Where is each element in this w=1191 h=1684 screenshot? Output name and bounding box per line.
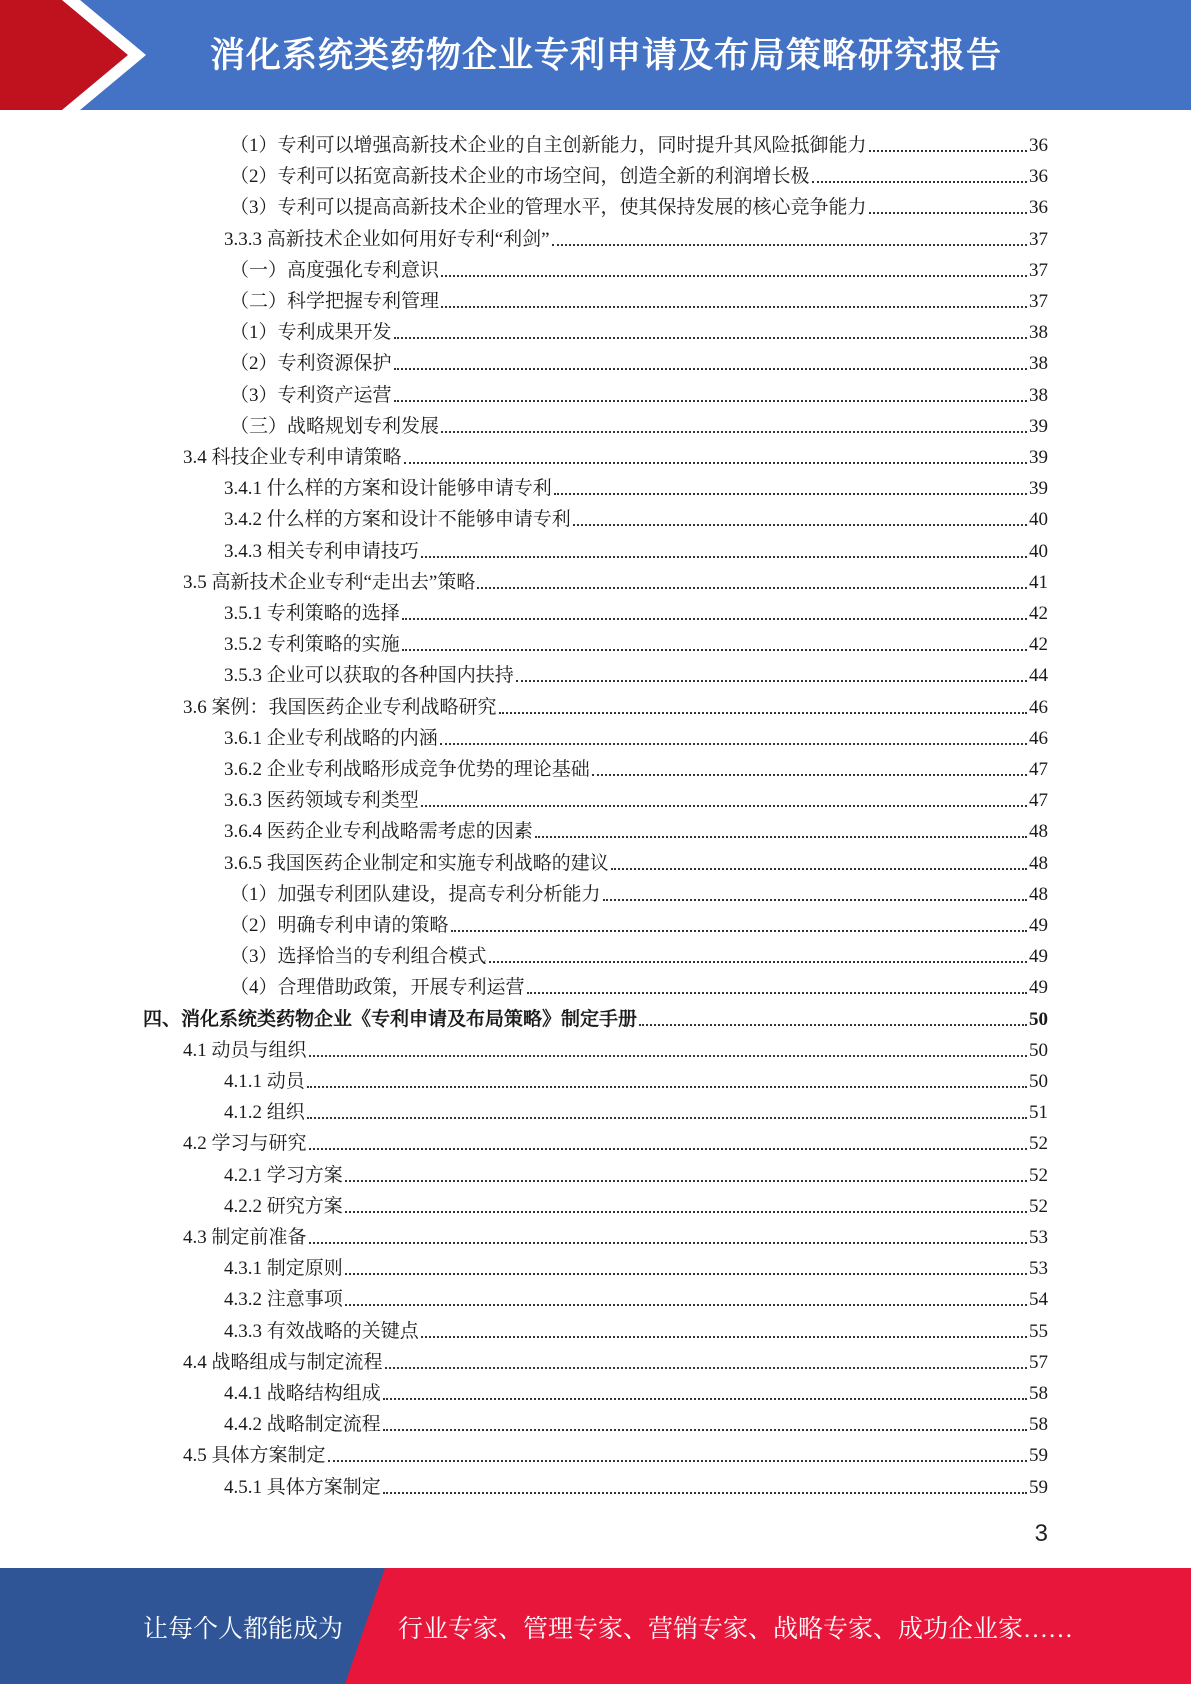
toc-entry-label: 4.2.2 研究方案 <box>224 1195 343 1217</box>
toc-entry[interactable] <box>230 127 1048 157</box>
toc-entry-page: 50 <box>1029 1008 1048 1030</box>
toc-entry[interactable] <box>230 938 1048 968</box>
toc-entry[interactable] <box>183 564 1048 594</box>
toc-leader-dots <box>477 586 1027 589</box>
toc-entry[interactable] <box>183 1344 1048 1374</box>
toc-leader-dots <box>394 367 1027 370</box>
toc-entry[interactable] <box>183 689 1048 719</box>
toc-leader-dots <box>345 1303 1027 1306</box>
toc-entry[interactable] <box>230 345 1048 375</box>
toc-entry-label: 4.1 动员与组织 <box>183 1039 307 1061</box>
toc-entry-label: 4.3.2 注意事项 <box>224 1289 343 1311</box>
toc-leader-dots <box>394 399 1027 402</box>
toc-entry[interactable] <box>224 782 1048 812</box>
toc-entry-label: 3.5 高新技术企业专利“走出去”策略 <box>183 571 476 593</box>
toc-leader-dots <box>328 1459 1027 1462</box>
toc-entry[interactable] <box>183 439 1048 469</box>
toc-entry-page: 58 <box>1029 1414 1048 1436</box>
toc-entry-page: 57 <box>1029 1351 1048 1373</box>
toc-entry-page: 50 <box>1029 1039 1048 1061</box>
toc-entry[interactable] <box>143 1001 1048 1031</box>
toc-entry-page: 37 <box>1029 259 1048 281</box>
toc-entry-page: 47 <box>1029 759 1048 780</box>
footer-banner <box>0 1568 1191 1684</box>
toc-entry[interactable] <box>224 533 1048 563</box>
toc-entry[interactable] <box>230 189 1048 219</box>
toc-entry-label: 3.6.1 企业专利战略的内涵 <box>224 727 438 749</box>
toc-entry[interactable] <box>230 377 1048 407</box>
toc-entry-page: 48 <box>1029 883 1048 905</box>
toc-entry-page: 49 <box>1029 977 1048 999</box>
toc-leader-dots <box>639 1023 1027 1026</box>
page-number: 3 <box>1034 1520 1048 1547</box>
toc-entry-label: （1）专利可以增强高新技术企业的自主创新能力，同时提升其风险抵御能力 <box>230 135 867 156</box>
toc-leader-dots <box>499 711 1027 714</box>
toc-entry[interactable] <box>224 470 1048 500</box>
toc-entry[interactable] <box>224 501 1048 531</box>
toc-entry-label: 4.4.2 战略制定流程 <box>224 1414 381 1436</box>
toc-entry-label: 3.4.3 相关专利申请技巧 <box>224 540 419 562</box>
toc-leader-dots <box>812 180 1027 183</box>
toc-entry-page: 38 <box>1029 322 1048 344</box>
toc-entry-label: 3.5.2 专利策略的实施 <box>224 634 400 656</box>
toc-leader-dots <box>869 149 1027 152</box>
toc-entry-page: 51 <box>1029 1102 1048 1124</box>
toc-entry-page: 44 <box>1029 665 1048 687</box>
toc-entry[interactable] <box>224 1094 1048 1124</box>
toc-entry-page: 49 <box>1029 946 1048 968</box>
toc-entry-page: 59 <box>1029 1445 1048 1467</box>
toc-leader-dots <box>402 648 1027 651</box>
toc-entry-label: 4.3.1 制定原则 <box>224 1258 343 1280</box>
toc-leader-dots <box>516 679 1027 682</box>
toc-entry-label: 3.6.2 企业专利战略形成竞争优势的理论基础 <box>224 759 590 780</box>
toc-entry-page: 46 <box>1029 696 1048 718</box>
toc-leader-dots <box>307 1116 1027 1119</box>
toc-entry-label: （3）专利资产运营 <box>230 384 392 406</box>
toc-entry-page: 54 <box>1029 1289 1048 1311</box>
toc-entry-label: （三）战略规划专利发展 <box>230 415 440 437</box>
toc-entry[interactable] <box>224 1313 1048 1343</box>
toc-entry-page: 36 <box>1029 135 1048 156</box>
toc-leader-dots <box>489 960 1027 963</box>
toc-leader-dots <box>552 243 1027 246</box>
report-title: 消化系统类药物企业专利申请及布局策略研究报告 <box>210 36 1003 76</box>
toc-entry-label: （2）专利可以拓宽高新技术企业的市场空间，创造全新的利润增长极 <box>230 166 810 188</box>
toc-entry[interactable] <box>224 1406 1048 1436</box>
toc-entry-label: 4.3.3 有效战略的关键点 <box>224 1320 419 1342</box>
toc-entry-label: （3）专利可以提高高新技术企业的管理水平，使其保持发展的核心竞争能力 <box>230 197 867 219</box>
toc-leader-dots <box>592 773 1027 776</box>
toc-entry-label: 3.6.5 我国医药企业制定和实施专利战略的建议 <box>224 852 609 874</box>
toc-leader-dots <box>309 1241 1027 1244</box>
toc-leader-dots <box>441 430 1027 433</box>
toc-leader-dots <box>573 523 1027 526</box>
toc-entry-page: 55 <box>1029 1320 1048 1342</box>
toc-entry-label: 四、消化系统类药物企业《专利申请及布局策略》制定手册 <box>143 1008 638 1030</box>
toc-leader-dots <box>441 305 1027 308</box>
toc-leader-dots <box>383 1428 1027 1431</box>
toc-leader-dots <box>345 1179 1027 1182</box>
toc-entry-page: 49 <box>1029 915 1048 936</box>
toc-entry[interactable] <box>183 1125 1048 1155</box>
toc-entry[interactable] <box>224 1063 1048 1093</box>
toc-entry[interactable] <box>224 845 1048 875</box>
toc-entry-label: 4.2.1 学习方案 <box>224 1164 343 1186</box>
toc-entry-page: 40 <box>1029 509 1048 531</box>
toc-entry-label: 4.3 制定前准备 <box>183 1227 307 1248</box>
toc-leader-dots <box>441 274 1027 277</box>
toc-entry[interactable] <box>224 595 1048 625</box>
toc-entry-page: 47 <box>1029 790 1048 812</box>
toc-entry-page: 48 <box>1029 852 1048 874</box>
toc-entry-page: 59 <box>1029 1476 1048 1498</box>
header-bar <box>0 0 1191 110</box>
toc-entry-label: 3.4 科技企业专利申请策略 <box>183 447 402 468</box>
toc-entry-label: 3.5.3 企业可以获取的各种国内扶持 <box>224 665 514 687</box>
toc-leader-dots <box>383 1397 1027 1400</box>
toc-entry-page: 58 <box>1029 1383 1048 1404</box>
toc-entry-page: 41 <box>1029 571 1048 593</box>
toc-entry-label: （2）专利资源保护 <box>230 353 392 375</box>
toc-leader-dots <box>383 1491 1027 1494</box>
toc-entry-page: 42 <box>1029 634 1048 656</box>
toc-leader-dots <box>385 1366 1027 1369</box>
toc-entry[interactable] <box>224 626 1048 656</box>
toc-entry-label: 4.5 具体方案制定 <box>183 1445 326 1467</box>
toc-entry-page: 42 <box>1029 603 1048 624</box>
toc-entry-label: 4.4.1 战略结构组成 <box>224 1383 381 1404</box>
toc-entry-page: 37 <box>1029 228 1048 250</box>
toc-entry-label: 3.4.1 什么样的方案和设计能够申请专利 <box>224 478 552 500</box>
toc-leader-dots <box>309 1054 1027 1057</box>
toc-entry-label: （1）加强专利团队建设，提高专利分析能力 <box>230 883 601 905</box>
toc-leader-dots <box>451 929 1027 932</box>
toc-entry[interactable] <box>230 907 1048 937</box>
toc-entry[interactable] <box>183 1437 1048 1467</box>
toc-leader-dots <box>421 1335 1027 1338</box>
toc-entry[interactable] <box>183 1032 1048 1062</box>
toc-entry-label: 4.5.1 具体方案制定 <box>224 1476 381 1498</box>
toc-leader-dots <box>345 1272 1027 1275</box>
toc-entry-label: （二）科学把握专利管理 <box>230 291 440 312</box>
toc-entry[interactable] <box>224 1157 1048 1187</box>
toc-leader-dots <box>611 867 1027 870</box>
toc-entry-label: （3）选择恰当的专利组合模式 <box>230 946 487 968</box>
toc-leader-dots <box>404 461 1027 464</box>
toc-leader-dots <box>421 804 1027 807</box>
toc-entry-page: 36 <box>1029 166 1048 188</box>
toc-leader-dots <box>554 492 1027 495</box>
toc-entry[interactable] <box>224 1469 1048 1499</box>
toc-entry-label: 3.4.2 什么样的方案和设计不能够申请专利 <box>224 509 571 531</box>
toc-leader-dots <box>527 991 1027 994</box>
toc-entry[interactable] <box>224 813 1048 843</box>
toc-entry-label: （1）专利成果开发 <box>230 322 392 344</box>
toc-entry-page: 48 <box>1029 821 1048 843</box>
toc-leader-dots <box>345 1210 1027 1213</box>
toc-entry[interactable] <box>230 158 1048 188</box>
toc-leader-dots <box>394 336 1027 339</box>
toc-leader-dots <box>603 898 1027 901</box>
toc-leader-dots <box>402 617 1027 620</box>
toc-leader-dots <box>421 555 1027 558</box>
toc-leader-dots <box>869 211 1027 214</box>
footer-slogan-left: 让每个人都能成为 <box>143 1616 344 1643</box>
toc-entry[interactable] <box>224 1375 1048 1405</box>
toc-entry[interactable] <box>230 252 1048 282</box>
toc-entry[interactable] <box>224 751 1048 781</box>
footer-slogan-right: 行业专家、管理专家、营销专家、战略专家、成功企业家…… <box>398 1616 1074 1643</box>
toc-entry[interactable] <box>224 1188 1048 1218</box>
toc-entry-label: 3.6.4 医药企业专利战略需考虑的因素 <box>224 821 533 843</box>
toc-entry-label: （2）明确专利申请的策略 <box>230 915 449 936</box>
toc-entry-label: 4.1.1 动员 <box>224 1071 305 1092</box>
toc-entry-page: 52 <box>1029 1133 1048 1155</box>
toc-entry-label: 4.2 学习与研究 <box>183 1133 307 1155</box>
toc-leader-dots <box>535 835 1027 838</box>
toc-entry-page: 39 <box>1029 478 1048 500</box>
toc-entry-label: （4）合理借助政策，开展专利运营 <box>230 977 525 999</box>
toc-entry-label: 3.6.3 医药领域专利类型 <box>224 790 419 812</box>
toc-entry-label: 3.6 案例：我国医药企业专利战略研究 <box>183 696 497 718</box>
toc-entry-label: 3.3.3 高新技术企业如何用好专利“利剑” <box>224 228 550 250</box>
toc-entry-page: 40 <box>1029 540 1048 562</box>
toc-leader-dots <box>307 1085 1027 1088</box>
toc-entry-page: 37 <box>1029 291 1048 312</box>
toc-entry-page: 46 <box>1029 727 1048 749</box>
toc-entry-page: 39 <box>1029 447 1048 468</box>
toc-entry-label: （一）高度强化专利意识 <box>230 259 440 281</box>
red-arrow-decoration <box>0 0 160 110</box>
toc-entry[interactable] <box>230 314 1048 344</box>
toc-entry-page: 52 <box>1029 1164 1048 1186</box>
toc-leader-dots <box>309 1147 1027 1150</box>
toc-entry-page: 38 <box>1029 384 1048 406</box>
toc-entry-label: 3.5.1 专利策略的选择 <box>224 603 400 624</box>
toc-entry-page: 52 <box>1029 1195 1048 1217</box>
toc-entry[interactable] <box>224 1250 1048 1280</box>
toc-entry[interactable] <box>230 283 1048 313</box>
toc-entry[interactable] <box>183 1219 1048 1249</box>
toc-entry-label: 4.1.2 组织 <box>224 1102 305 1124</box>
toc-entry-page: 50 <box>1029 1071 1048 1092</box>
toc-entry[interactable] <box>224 720 1048 750</box>
toc-entry-page: 38 <box>1029 353 1048 375</box>
toc-entry[interactable] <box>230 408 1048 438</box>
toc-entry[interactable] <box>224 657 1048 687</box>
toc-entry[interactable] <box>224 1281 1048 1311</box>
toc-leader-dots <box>440 742 1027 745</box>
toc-entry-page: 53 <box>1029 1258 1048 1280</box>
toc-entry[interactable] <box>230 969 1048 999</box>
toc-entry-page: 53 <box>1029 1227 1048 1248</box>
toc-entry-page: 39 <box>1029 415 1048 437</box>
toc-entry-label: 4.4 战略组成与制定流程 <box>183 1351 383 1373</box>
toc-entry[interactable] <box>230 876 1048 906</box>
toc-entry[interactable] <box>224 221 1048 251</box>
toc-entry-page: 36 <box>1029 197 1048 219</box>
